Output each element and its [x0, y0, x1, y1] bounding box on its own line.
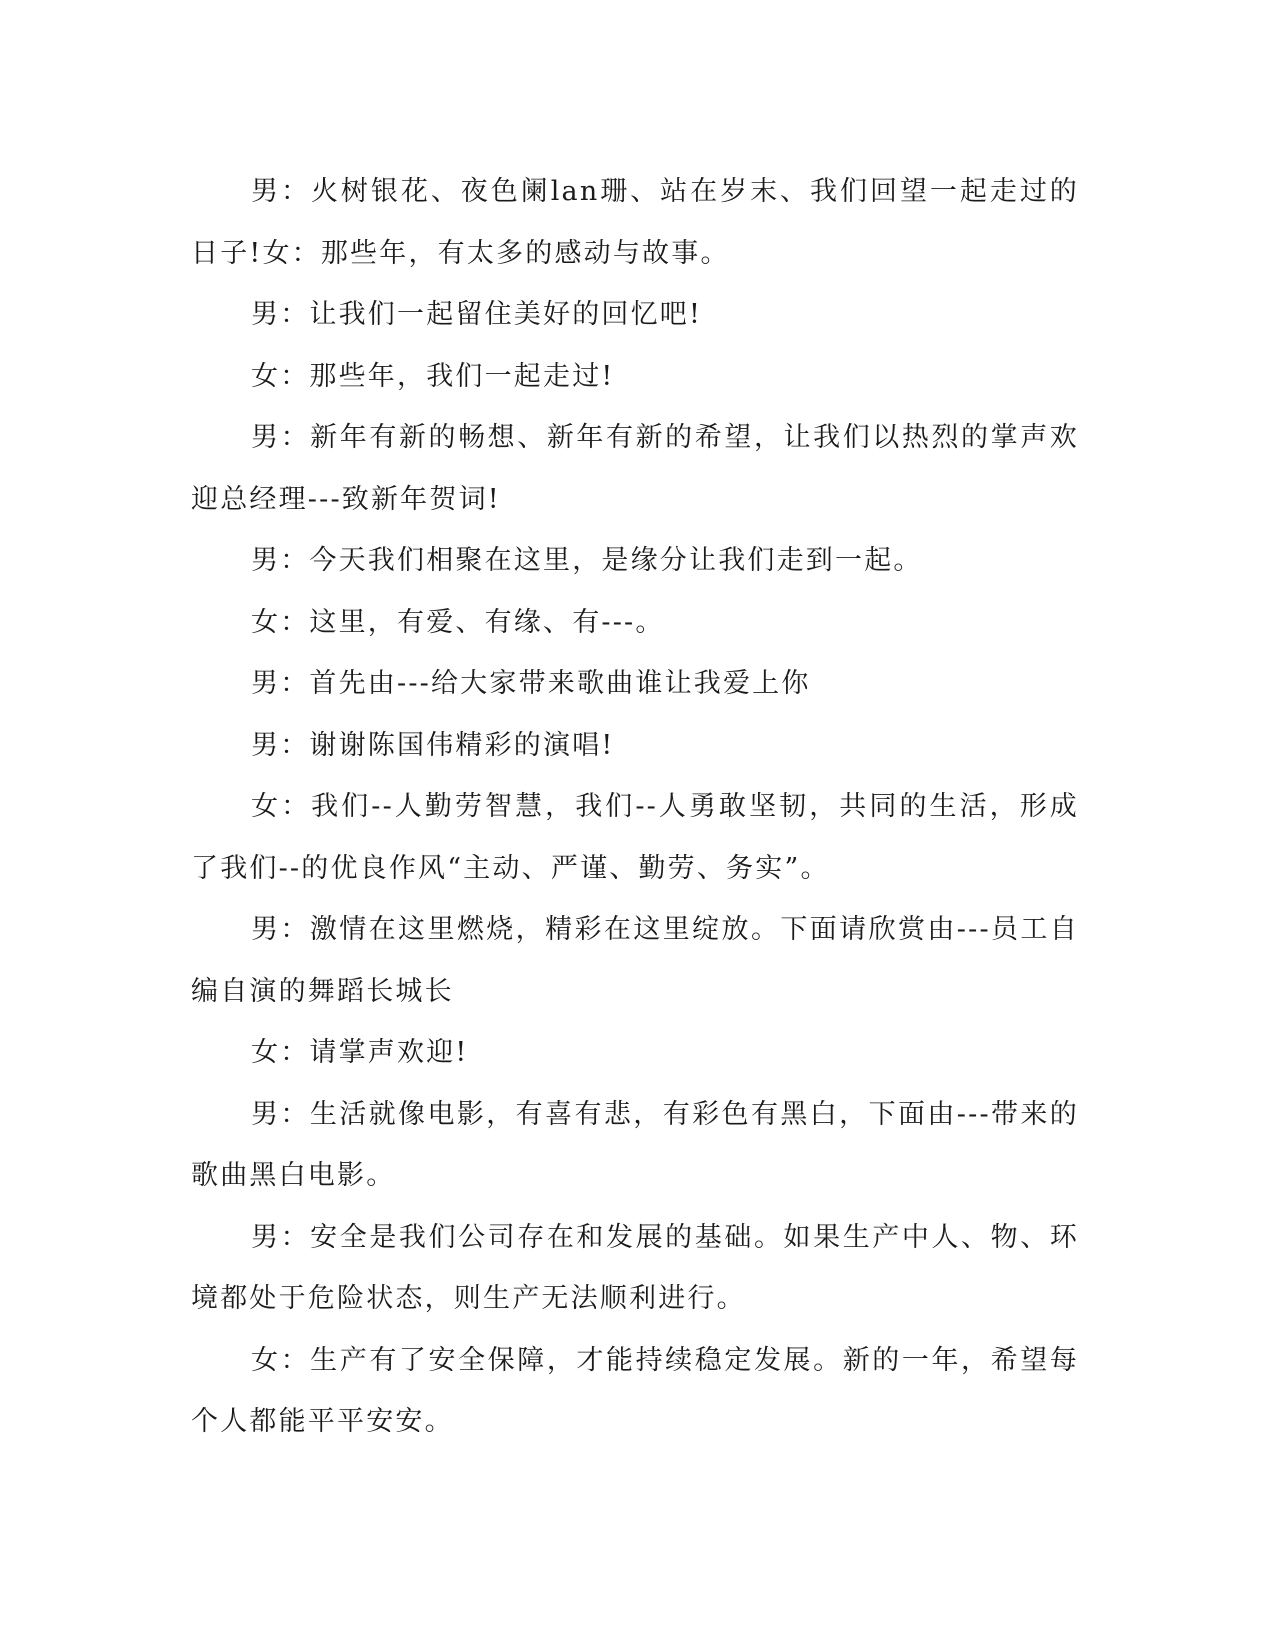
- paragraph: 男：生活就像电影，有喜有悲，有彩色有黑白，下面由---带来的歌曲黑白电影。: [191, 1098, 1079, 1191]
- paragraph: 男：安全是我们公司存在和发展的基础。如果生产中人、物、环境都处于危险状态，则生产无法顺利进行。: [191, 1221, 1079, 1314]
- paragraph: 女：请掌声欢迎!: [251, 1037, 469, 1068]
- paragraph: 男：让我们一起留住美好的回忆吧!: [251, 299, 703, 330]
- paragraph: 女：这里，有爱、有缘、有---。: [251, 606, 665, 638]
- paragraph: 男：谢谢陈国伟精彩的演唱!: [251, 729, 615, 761]
- paragraph: 男：今天我们相聚在这里，是缘分让我们走到一起。: [251, 545, 923, 576]
- document-body: [191, 161, 1079, 1453]
- paragraph: 男：新年有新的畅想、新年有新的希望，让我们以热烈的掌声欢迎总经理---致新年贺词!: [191, 422, 1079, 515]
- paragraph: 女：我们--人勤劳智慧，我们--人勇敢坚韧，共同的生活，形成了我们--的优良作风“主动、严谨、勤劳、务实”。: [191, 791, 1079, 884]
- paragraph: 男：激情在这里燃烧，精彩在这里绽放。下面请欣赏由---员工自编自演的舞蹈长城长: [191, 914, 1079, 1007]
- paragraph: 女：生产有了安全保障，才能持续稳定发展。新的一年，希望每个人都能平平安安。: [191, 1344, 1079, 1437]
- paragraph: 女：那些年，我们一起走过!: [251, 360, 615, 392]
- paragraph: 男：首先由---给大家带来歌曲谁让我爱上你: [251, 668, 811, 699]
- paragraph: 男：火树银花、夜色阑lan珊、站在岁末、我们回望一起走过的日子!女：那些年，有太多的感动与故事。: [191, 176, 1079, 269]
